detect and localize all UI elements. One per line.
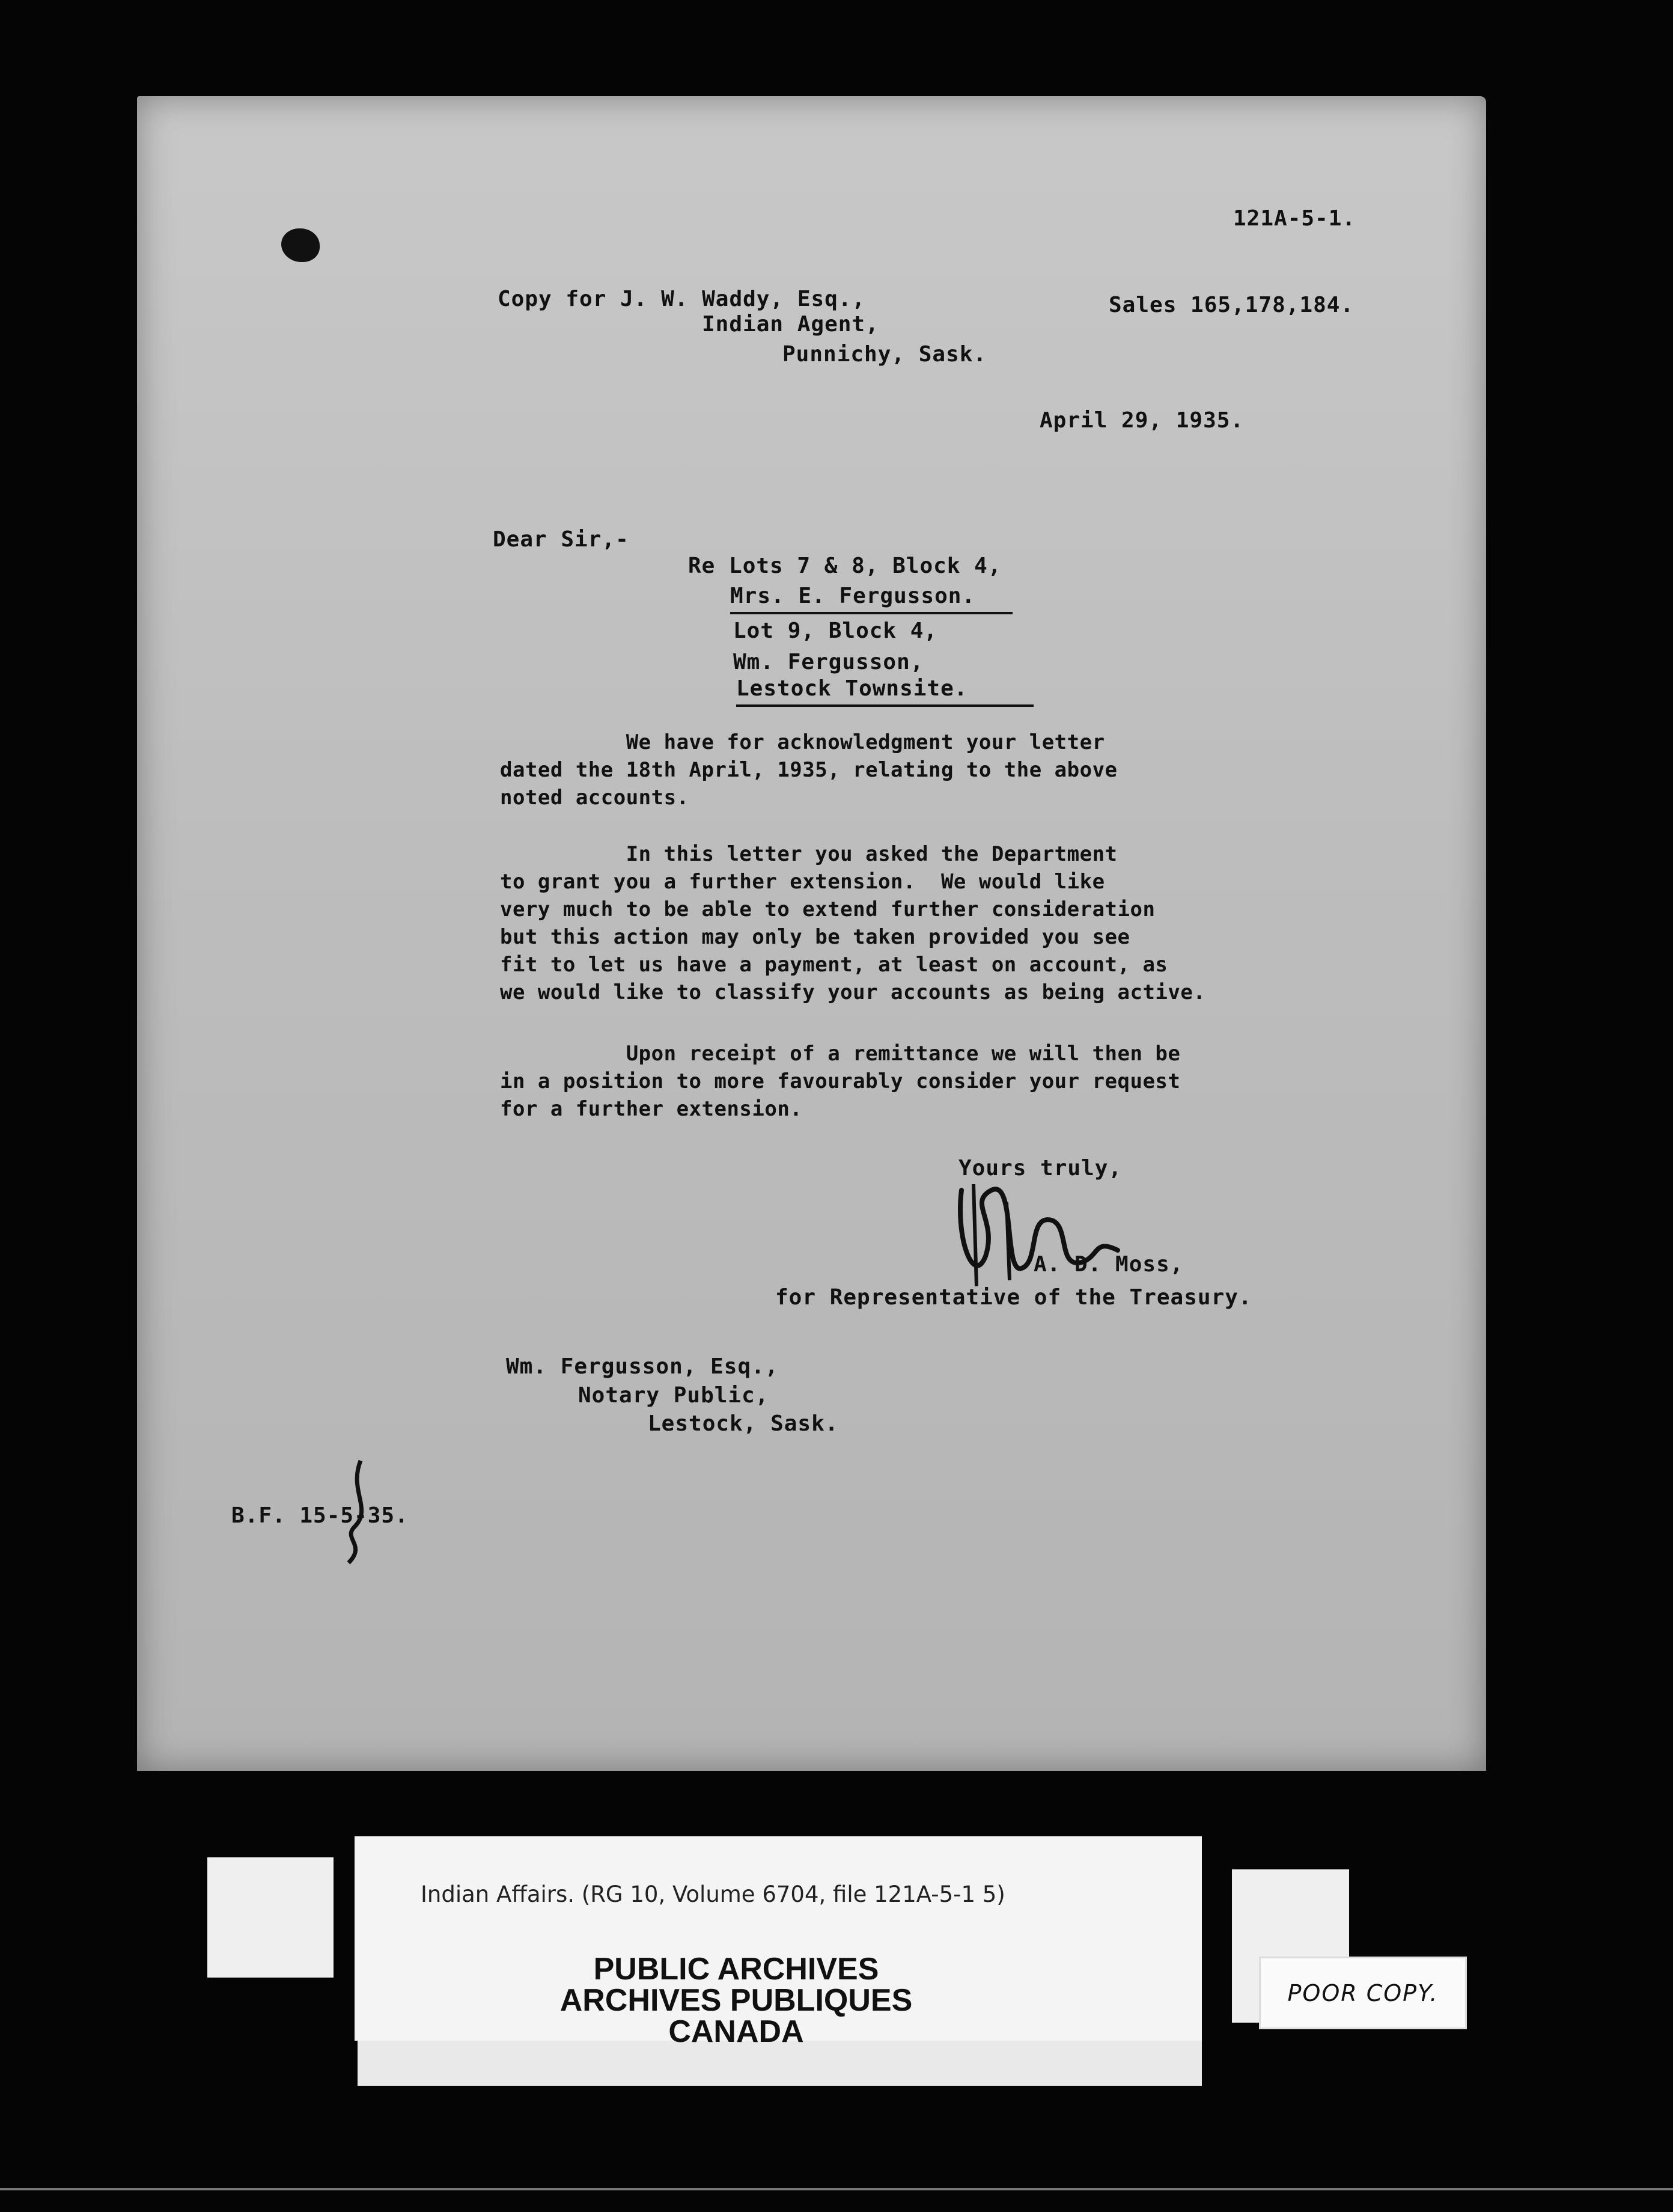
punch-hole	[281, 228, 320, 262]
signer-title: for Representative of the Treasury.	[775, 1285, 1252, 1310]
signer-name: A. D. Moss,	[1034, 1252, 1184, 1277]
re-line-5: Lestock Townsite.	[736, 674, 1034, 707]
re-line-2: Mrs. E. Fergusson.	[730, 582, 1013, 614]
re-line-4: Wm. Fergusson,	[733, 650, 924, 674]
archives-line-3: CANADA	[668, 2014, 804, 2049]
salutation: Dear Sir,-	[493, 527, 629, 552]
addressee-line-3: Lestock, Sask.	[648, 1411, 839, 1436]
copy-for-line-3: Punnichy, Sask.	[782, 342, 987, 367]
re-line-3: Lot 9, Block 4,	[733, 619, 938, 643]
archives-stamp	[541, 1954, 931, 2047]
poor-copy-tag: POOR COPY.	[1259, 1957, 1467, 2029]
copy-for-line-2: Indian Agent,	[702, 312, 879, 337]
paragraph-3: Upon receipt of a remittance we will then be in a position to more favourably consider your request for a further extension.	[500, 1042, 1181, 1121]
label-left-tab	[207, 1857, 334, 1978]
bottom-rule	[0, 2188, 1673, 2190]
archive-reference: Indian Affairs. (RG 10, Volume 6704, file 121A-5-1 5)	[421, 1881, 1005, 1907]
file-reference: 121A-5-1.	[1233, 206, 1356, 231]
copy-for-line-1: Copy for J. W. Waddy, Esq.,	[498, 287, 866, 311]
paragraph-1: We have for acknowledgment your letter dated the 18th April, 1935, relating to the above noted accounts.	[500, 730, 1118, 810]
addressee-line-1: Wm. Fergusson, Esq.,	[506, 1354, 779, 1379]
paragraph-2: In this letter you asked the Department to grant you a further extension. We would like very much to be able to extend further consideration but this action may only be taken provided you see fit to let us have a payment, at least on account, as we would like to classify your accounts as being active.	[500, 842, 1206, 1004]
archives-line-2: ARCHIVES PUBLIQUES	[559, 1983, 913, 2018]
bf-note: B.F. 15-5-35.	[231, 1503, 409, 1528]
closing: Yours truly,	[958, 1156, 1123, 1181]
sales-reference: Sales 165,178,184.	[1109, 293, 1355, 317]
addressee-line-2: Notary Public,	[578, 1383, 769, 1408]
re-line-1: Re Lots 7 & 8, Block 4,	[688, 554, 1002, 578]
handwritten-check-mark	[325, 1455, 397, 1569]
archives-line-1: PUBLIC ARCHIVES	[593, 1952, 879, 1987]
letter-date: April 29, 1935.	[1040, 408, 1245, 433]
